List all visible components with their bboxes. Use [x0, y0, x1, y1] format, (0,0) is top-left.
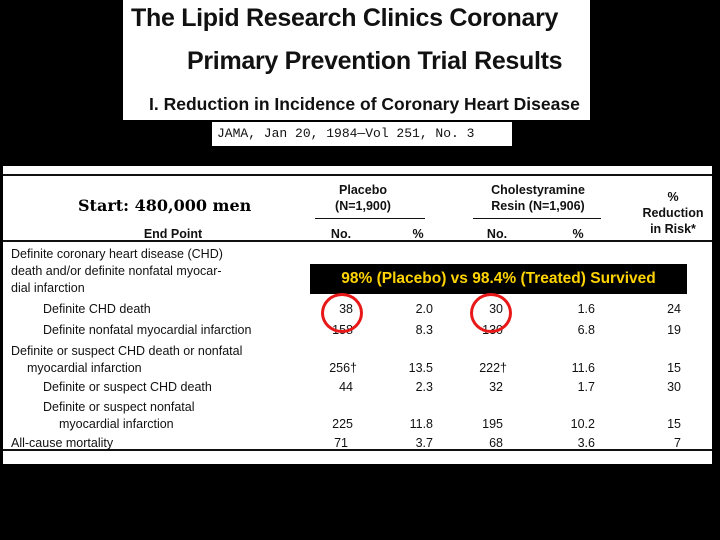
col-resin-no: No.: [486, 227, 508, 241]
placebo-death-highlight-circle: [321, 293, 363, 333]
row-2-resin-no: 30: [489, 302, 503, 316]
row-5-resin-no: 32: [489, 380, 503, 394]
col-resin-pct: %: [572, 227, 584, 241]
col-placebo-no: No.: [330, 227, 352, 241]
row-4-placebo-no: 256†: [329, 361, 357, 375]
row-2-label: Definite CHD death: [43, 302, 151, 316]
row-5-reduction: 30: [667, 380, 681, 394]
top-rule: [3, 174, 712, 176]
title-line-1: The Lipid Research Clinics Coronary: [131, 4, 559, 32]
row-5-resin-pct: 1.7: [577, 380, 595, 394]
row-1-label-line-1: Definite coronary heart disease (CHD): [11, 247, 223, 261]
row-3-resin-no: 130: [482, 323, 503, 337]
row-5-placebo-no: 44: [339, 380, 353, 394]
col-resin-n: Resin (N=1,906): [491, 199, 585, 213]
col-reduction-1: %: [667, 190, 679, 204]
row-1-label-line-2: death and/or definite nonfatal myocar-: [11, 264, 222, 278]
title-line-2: Primary Prevention Trial Results: [187, 47, 563, 75]
placebo-underline: [315, 218, 425, 219]
row-3-placebo-pct: 8.3: [415, 323, 433, 337]
row-4-reduction: 15: [667, 361, 681, 375]
row-3-label: Definite nonfatal myocardial infarction: [43, 323, 252, 337]
col-resin: Cholestyramine: [491, 183, 585, 197]
col-placebo-n: (N=1,900): [335, 199, 391, 213]
row-4-resin-no: 222†: [479, 361, 507, 375]
col-placebo-pct: %: [412, 227, 424, 241]
row-7-placebo-pct: 3.7: [415, 436, 433, 450]
start-annotation: Start: 480,000 men: [78, 196, 252, 215]
row-7-label: All-cause mortality: [11, 436, 114, 450]
results-table: [3, 166, 712, 464]
row-3-reduction: 19: [667, 323, 681, 337]
col-reduction-2: Reduction: [642, 206, 704, 220]
row-6-placebo-no: 225: [332, 417, 353, 431]
citation: JAMA, Jan 20, 1984—Vol 251, No. 3: [212, 122, 512, 146]
title-box: [123, 0, 590, 120]
resin-death-highlight-circle: [470, 293, 512, 333]
row-6-reduction: 15: [667, 417, 681, 431]
row-4-label-line-2: myocardial infarction: [27, 361, 142, 375]
row-4-resin-pct: 11.6: [571, 361, 595, 375]
row-7-resin-pct: 3.6: [577, 436, 595, 450]
row-6-label-line-1: Definite or suspect nonfatal: [43, 400, 195, 414]
row-2-reduction: 24: [667, 302, 681, 316]
row-7-reduction: 7: [674, 436, 681, 450]
row-2-placebo-no: 38: [339, 302, 353, 316]
row-6-label-line-2: myocardial infarction: [59, 417, 174, 431]
col-placebo: Placebo: [339, 183, 387, 197]
row-7-placebo-no: 71: [334, 436, 348, 450]
row-3-placebo-no: 158: [332, 323, 353, 337]
col-reduction-3: in Risk*: [650, 222, 696, 236]
row-4-label-line-1: Definite or suspect CHD death or nonfatal: [11, 344, 243, 358]
row-2-placebo-pct: 2.0: [415, 302, 433, 316]
row-1-label-line-3: dial infarction: [11, 281, 85, 295]
survival-banner: 98% (Placebo) vs 98.4% (Treated) Survived: [310, 264, 687, 294]
row-5-placebo-pct: 2.3: [415, 380, 433, 394]
subtitle: I. Reduction in Incidence of Coronary Heart Disease: [149, 94, 580, 114]
row-7-resin-no: 68: [489, 436, 503, 450]
row-6-resin-no: 195: [482, 417, 503, 431]
row-2-resin-pct: 1.6: [577, 302, 595, 316]
row-4-placebo-pct: 13.5: [408, 361, 433, 375]
row-3-resin-pct: 6.8: [577, 323, 595, 337]
col-end-point: End Point: [143, 227, 203, 241]
resin-underline: [473, 218, 601, 219]
row-5-label: Definite or suspect CHD death: [43, 380, 212, 394]
row-6-resin-pct: 10.2: [570, 417, 595, 431]
row-6-placebo-pct: 11.8: [409, 417, 433, 431]
